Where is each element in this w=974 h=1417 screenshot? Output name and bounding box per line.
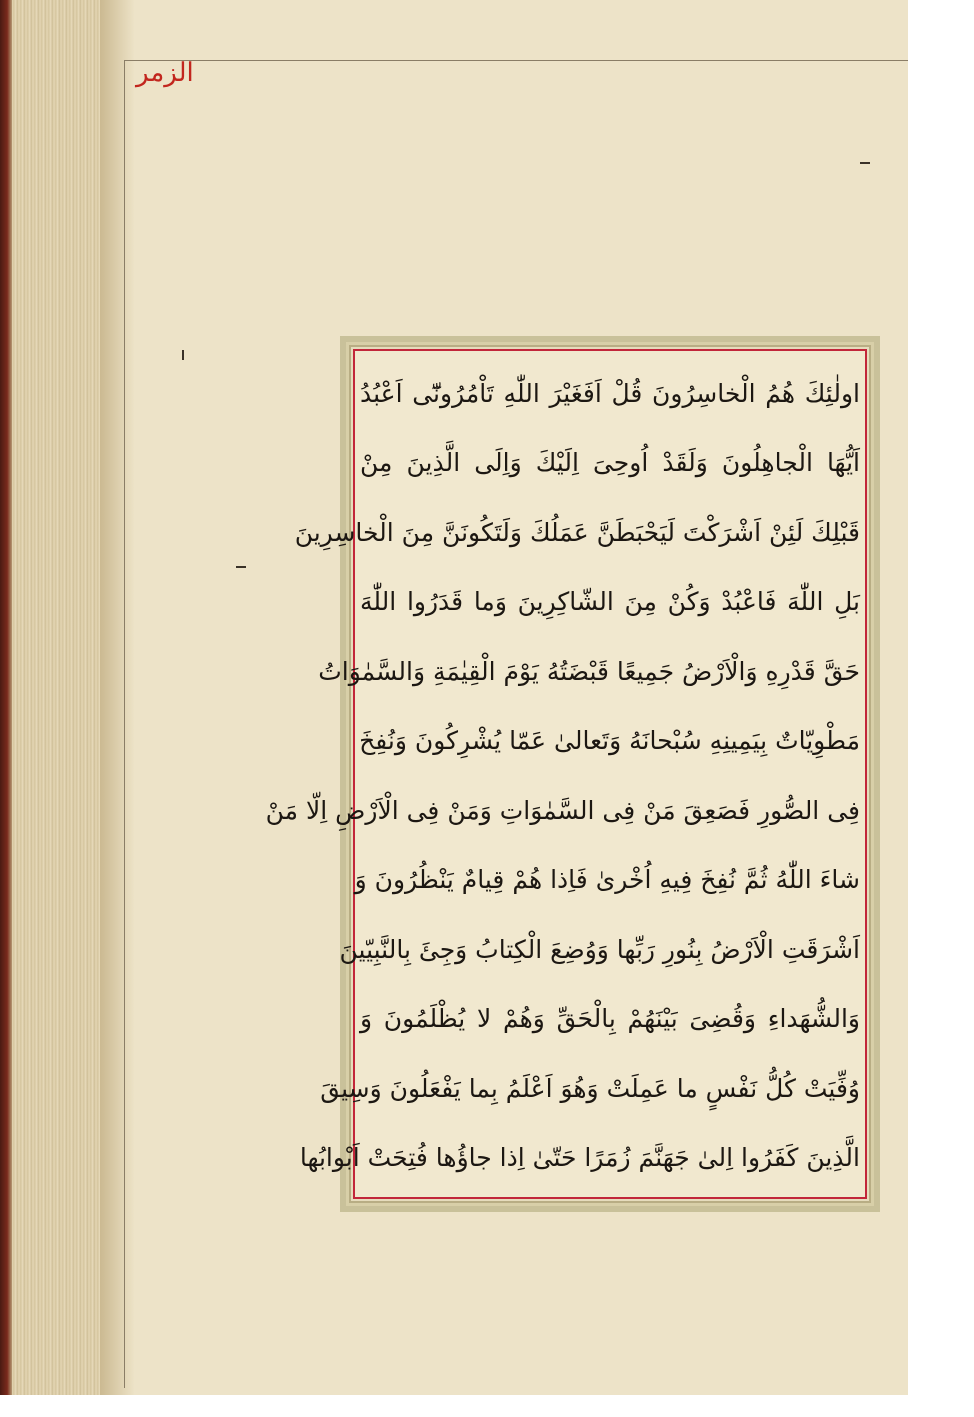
margin-mark: [182, 350, 184, 360]
text-line: اولٰئِكَ هُمُ الْخاسِرُونَ قُلْ اَفَغَيْرَ اللّٰهِ تَاْمُرُونّٓى اَعْبُدُ: [360, 379, 860, 408]
text-line: وُفِّيَتْ كُلُّ نَفْسٍ ما عَمِلَتْ وَهُوَ اَعْلَمُ بِما يَفْعَلُونَ وَسِيقَ: [320, 1073, 860, 1103]
surah-header: الزمر: [136, 58, 194, 88]
text-line: وَالشُّهَداءِ وَقُضِىَ بَيْنَهُمْ بِالْحَقِّ وَهُمْ لا يُظْلَمُونَ وَ: [360, 1004, 860, 1034]
text-frame: [265, 336, 880, 1212]
page-edges: [0, 0, 110, 1395]
margin-mark: [860, 162, 870, 164]
text-line: اَشْرَقَتِ الْاَرْضُ بِنُورِ رَبِّها وَوُضِعَ الْكِتابُ وَجِئَ بِالنَّبِيّينَ: [339, 934, 860, 964]
text-line: شاءَ اللّٰهُ ثُمَّ نُفِخَ فِيهِ اُخْرىٰ فَاِذا هُمْ قِيامٌ يَنْظُرُونَ وَ: [354, 865, 860, 895]
margin-rule-vertical: [124, 60, 125, 1388]
margin-mark: [236, 566, 246, 568]
text-line: فِى الصُّورِ فَصَعِقَ مَنْ فِى السَّمٰوَاتِ وَمَنْ فِى الْاَرْضِ اِلّا مَنْ: [265, 795, 860, 825]
text-line: حَقَّ قَدْرِهِ وَالْاَرْضُ جَمِيعًا قَبْضَتُهُ يَوْمَ الْقِيٰمَةِ وَالسَّمٰوَاتُ: [318, 656, 860, 686]
text-line: اَيُّهَا الْجاهِلُونَ وَلَقَدْ اُوحِىَ اِلَيْكَ وَاِلَى الَّذِينَ مِنْ: [360, 448, 860, 478]
text-line: الَّذِينَ كَفَرُوا اِلىٰ جَهَنَّمَ زُمَرًا حَتّىٰ اِذا جاؤُها فُتِحَتْ اَبْوابُها: [299, 1142, 860, 1172]
binding-spine: [0, 0, 12, 1395]
text-line: قَبْلِكَ لَئِنْ اَشْرَكْتَ لَيَحْبَطَنَّ عَمَلُكَ وَلَتَكُونَنَّ مِنَ الْخاسِرِينَ: [294, 517, 860, 547]
text-block: [265, 360, 860, 1192]
text-line: مَطْوِيّاتٌ بِيَمِينِهِ سُبْحانَهُ وَتَعالىٰ عَمّا يُشْرِكُونَ وَنُفِخَ: [359, 726, 860, 756]
text-line: بَلِ اللّٰهَ فَاعْبُدْ وَكُنْ مِنَ الشّاكِرِينَ وَما قَدَرُوا اللّٰهَ: [360, 587, 860, 617]
gutter-shadow: [100, 0, 134, 1395]
margin-rule-horizontal: [124, 60, 908, 61]
